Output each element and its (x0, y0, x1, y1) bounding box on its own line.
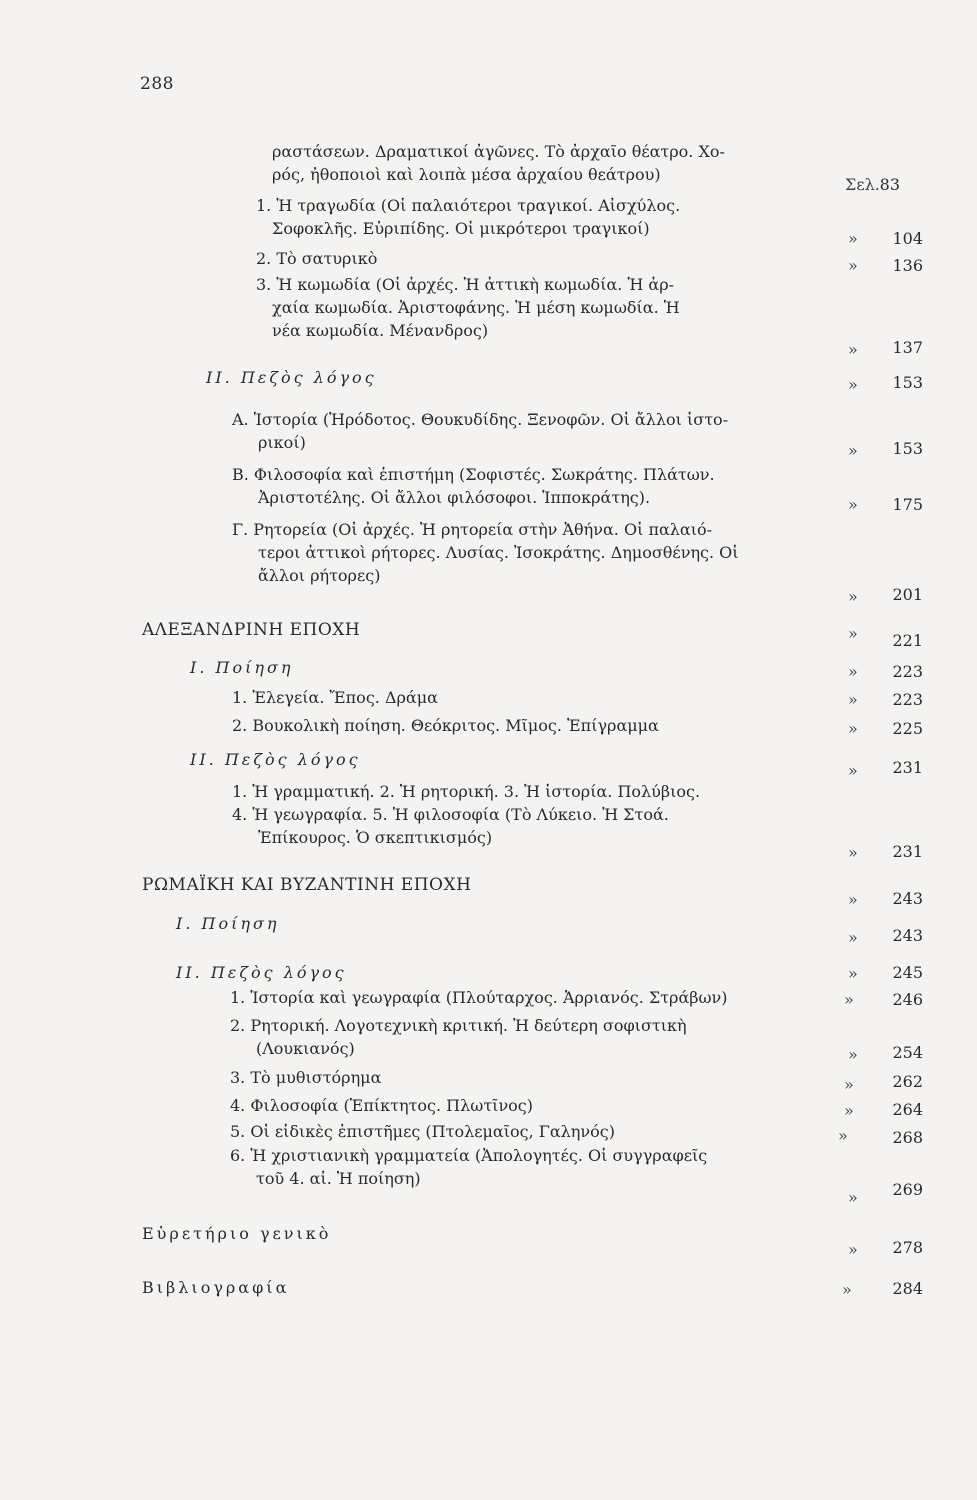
toc-page: 137 (892, 338, 923, 357)
toc-page: 104 (892, 229, 923, 248)
toc-page: 175 (892, 495, 923, 514)
toc-entry-line: ἄλλοι ρήτορες) (258, 566, 381, 585)
ditto-mark: » (844, 1075, 854, 1094)
toc-entry (142, 1222, 331, 1245)
toc-entry-line: Ι. Ποίηση (176, 914, 280, 933)
toc-entry (190, 656, 293, 679)
toc-page: 223 (892, 690, 923, 709)
ditto-mark: » (838, 1126, 848, 1145)
toc-entry-line: 2. Βουκολικὴ ποίηση. Θεόκριτος. Μῖμος. Ἐπίγραμμα (232, 716, 659, 735)
ditto-mark: » (842, 1280, 852, 1299)
toc-entry (256, 247, 377, 270)
ditto-mark: » (848, 890, 858, 909)
toc-entry (232, 408, 728, 454)
toc-entry-line: ΙΙ. Πεζὸς λόγος (206, 368, 377, 387)
toc-entry-line: 1. Ἐλεγεία. Ἔπος. Δράμα (232, 688, 438, 707)
toc-entry-line: ραστάσεων. Δραματικοί ἀγῶνες. Τὸ ἀρχαῖο θέατρο. Χο- (272, 142, 725, 161)
toc-page: 201 (892, 585, 923, 604)
toc-entry-line: 3. Τὸ μυθιστόρημα (230, 1068, 382, 1087)
toc-entry-line: 3. Ἡ κωμωδία (Οἱ ἀρχές. Ἡ ἀττικὴ κωμωδία. Ἡ ἀρ- (256, 275, 675, 294)
ditto-mark: » (848, 843, 858, 862)
toc-entry-line: Α. Ἱστορία (Ἡρόδοτος. Θουκυδίδης. Ξενοφῶν. Οἱ ἄλλοι ἱστο- (232, 410, 729, 429)
toc-entry (230, 1014, 687, 1060)
toc-entry-line: ΑΛΕΞΑΝΔΡΙΝΗ ΕΠΟΧΗ (142, 620, 361, 640)
toc-page: 284 (892, 1279, 923, 1298)
toc-entry-line: Ἀριστοτέλης. Οἱ ἄλλοι φιλόσοφοι. Ἱπποκράτης). (258, 488, 651, 507)
toc-section-heading (142, 619, 360, 642)
toc-entry-line: τοῦ 4. αἰ. Ἡ ποίηση) (256, 1169, 421, 1188)
toc-entry (232, 714, 659, 737)
toc-entry (256, 273, 680, 342)
toc-page: 243 (892, 926, 923, 945)
toc-page: 136 (892, 256, 923, 275)
ditto-mark: » (848, 340, 858, 359)
toc-entry (232, 518, 739, 587)
ditto-mark: » (848, 1240, 858, 1259)
toc-entry-line: (Λουκιανός) (256, 1039, 355, 1058)
toc-entry-line: 2. Ρητορική. Λογοτεχνικὴ κριτική. Ἡ δεύτερη σοφιστικὴ (230, 1016, 687, 1035)
toc-page: 268 (892, 1128, 923, 1147)
ditto-mark: » (848, 719, 858, 738)
toc-entry-line: Ι. Ποίηση (190, 658, 294, 677)
toc-entry-line: τεροι ἀττικοὶ ρήτορες. Λυσίας. Ἰσοκράτης. Δημοσθένης. Οἱ (258, 543, 739, 562)
page-number: 288 (140, 74, 174, 94)
toc-entry-line: ΙΙ. Πεζὸς λόγος (190, 750, 361, 769)
toc-page: 243 (892, 889, 923, 908)
ditto-mark: » (848, 587, 858, 606)
toc-page: 245 (892, 963, 923, 982)
toc-entry-line: 5. Οἱ εἰδικὲς ἐπιστῆμες (Πτολεμαῖος, Γαληνός) (230, 1122, 615, 1141)
toc-page: 223 (892, 662, 923, 681)
toc-entry (272, 140, 725, 186)
toc-page: 254 (892, 1043, 923, 1062)
ditto-mark: » (848, 690, 858, 709)
toc-entry-line: Ἐπίκουρος. Ὁ σκεπτικισμός) (258, 828, 493, 847)
toc-entry (230, 1120, 615, 1143)
ditto-mark: » (848, 928, 858, 947)
toc-page: 153 (892, 439, 923, 458)
toc-entry (256, 194, 680, 240)
ditto-mark: » (848, 1045, 858, 1064)
toc-entry-line: Εὑρετήριο γενικὸ (142, 1224, 332, 1243)
ditto-mark: » (848, 662, 858, 681)
toc-entry (176, 961, 347, 984)
ditto-mark: Σελ. (845, 175, 880, 194)
toc-entry-line: 4. Ἡ γεωγραφία. 5. Ἡ φιλοσοφία (Τὸ Λύκειο. Ἡ Στοά. (232, 805, 669, 824)
toc-page: 278 (892, 1238, 923, 1257)
ditto-mark: » (848, 229, 858, 248)
toc-entry-line: ΡΩΜΑΪΚΗ ΚΑΙ ΒΥΖΑΝΤΙΝΗ ΕΠΟΧΗ (142, 875, 472, 895)
ditto-mark: » (848, 761, 858, 780)
toc-section-heading (142, 874, 471, 897)
toc-entry-line: 4. Φιλοσοφία (Ἐπίκτητος. Πλωτῖνος) (230, 1096, 533, 1115)
ditto-mark: » (848, 624, 858, 643)
toc-entry-line: ρικοί) (258, 433, 306, 452)
toc-entry-line: 1. Ἡ γραμματική. 2. Ἡ ρητορική. 3. Ἡ ἱστορία. Πολύβιος. (232, 782, 701, 801)
toc-page: 153 (892, 373, 923, 392)
ditto-mark: » (844, 1101, 854, 1120)
toc-page: 269 (892, 1180, 923, 1199)
toc-entry-line: Σοφοκλῆς. Εὐριπίδης. Οἱ μικρότεροι τραγικοί) (272, 219, 650, 238)
toc-entry-line: νέα κωμωδία. Μένανδρος) (272, 321, 489, 340)
toc-page: 231 (892, 842, 923, 861)
ditto-mark: » (848, 256, 858, 275)
toc-entry (232, 463, 715, 509)
ditto-mark: » (848, 375, 858, 394)
ditto-mark: » (848, 441, 858, 460)
toc-entry-line: Β. Φιλοσοφία καὶ ἐπιστήμη (Σοφιστές. Σωκράτης. Πλάτων. (232, 465, 715, 484)
toc-entry (232, 686, 438, 709)
toc-entry-line: 1. Ἱστορία καὶ γεωγραφία (Πλούταρχος. Ἀρριανός. Στράβων) (230, 988, 728, 1007)
toc-entry (206, 366, 377, 389)
toc-entry (230, 1094, 533, 1117)
ditto-mark: » (848, 495, 858, 514)
ditto-mark: » (844, 990, 854, 1009)
toc-entry-line: 6. Ἡ χριστιανικὴ γραμματεία (Ἀπολογητές. Οἱ συγγραφεῖς (230, 1146, 708, 1165)
toc-entry-line: 2. Τὸ σατυρικὸ (256, 249, 378, 268)
toc-entry-line: χαία κωμωδία. Ἀριστοφάνης. Ἡ μέση κωμωδία. Ἡ (272, 298, 680, 317)
toc-entry-line: ρός, ἠθοποιοὶ καὶ λοιπὰ μέσα ἀρχαίου θεάτρου) (272, 165, 661, 184)
ditto-mark: » (848, 964, 858, 983)
toc-entry-line: ΙΙ. Πεζὸς λόγος (176, 963, 347, 982)
toc-entry-line: Γ. Ρητορεία (Οἱ ἀρχές. Ἡ ρητορεία στὴν Ἀθήνα. Οἱ παλαιό- (232, 520, 713, 539)
toc-entry (232, 780, 700, 849)
toc-page: 225 (892, 719, 923, 738)
toc-page: 221 (892, 631, 923, 650)
toc-entry (230, 1066, 381, 1089)
toc-page: 83 (879, 175, 900, 194)
toc-page: 264 (892, 1100, 923, 1119)
toc-entry (230, 986, 728, 1009)
toc-entry-line: Βιβλιογραφία (142, 1278, 290, 1297)
toc-entry-line: 1. Ἡ τραγωδία (Οἱ παλαιότεροι τραγικοί. Αἰσχύλος. (256, 196, 681, 215)
toc-entry (230, 1144, 707, 1190)
ditto-mark: » (848, 1188, 858, 1207)
toc-page: 246 (892, 990, 923, 1009)
toc-entry (176, 912, 279, 935)
toc-page: 262 (892, 1072, 923, 1091)
toc-page: 231 (892, 758, 923, 777)
toc-entry (190, 748, 361, 771)
toc-entry (142, 1276, 289, 1299)
